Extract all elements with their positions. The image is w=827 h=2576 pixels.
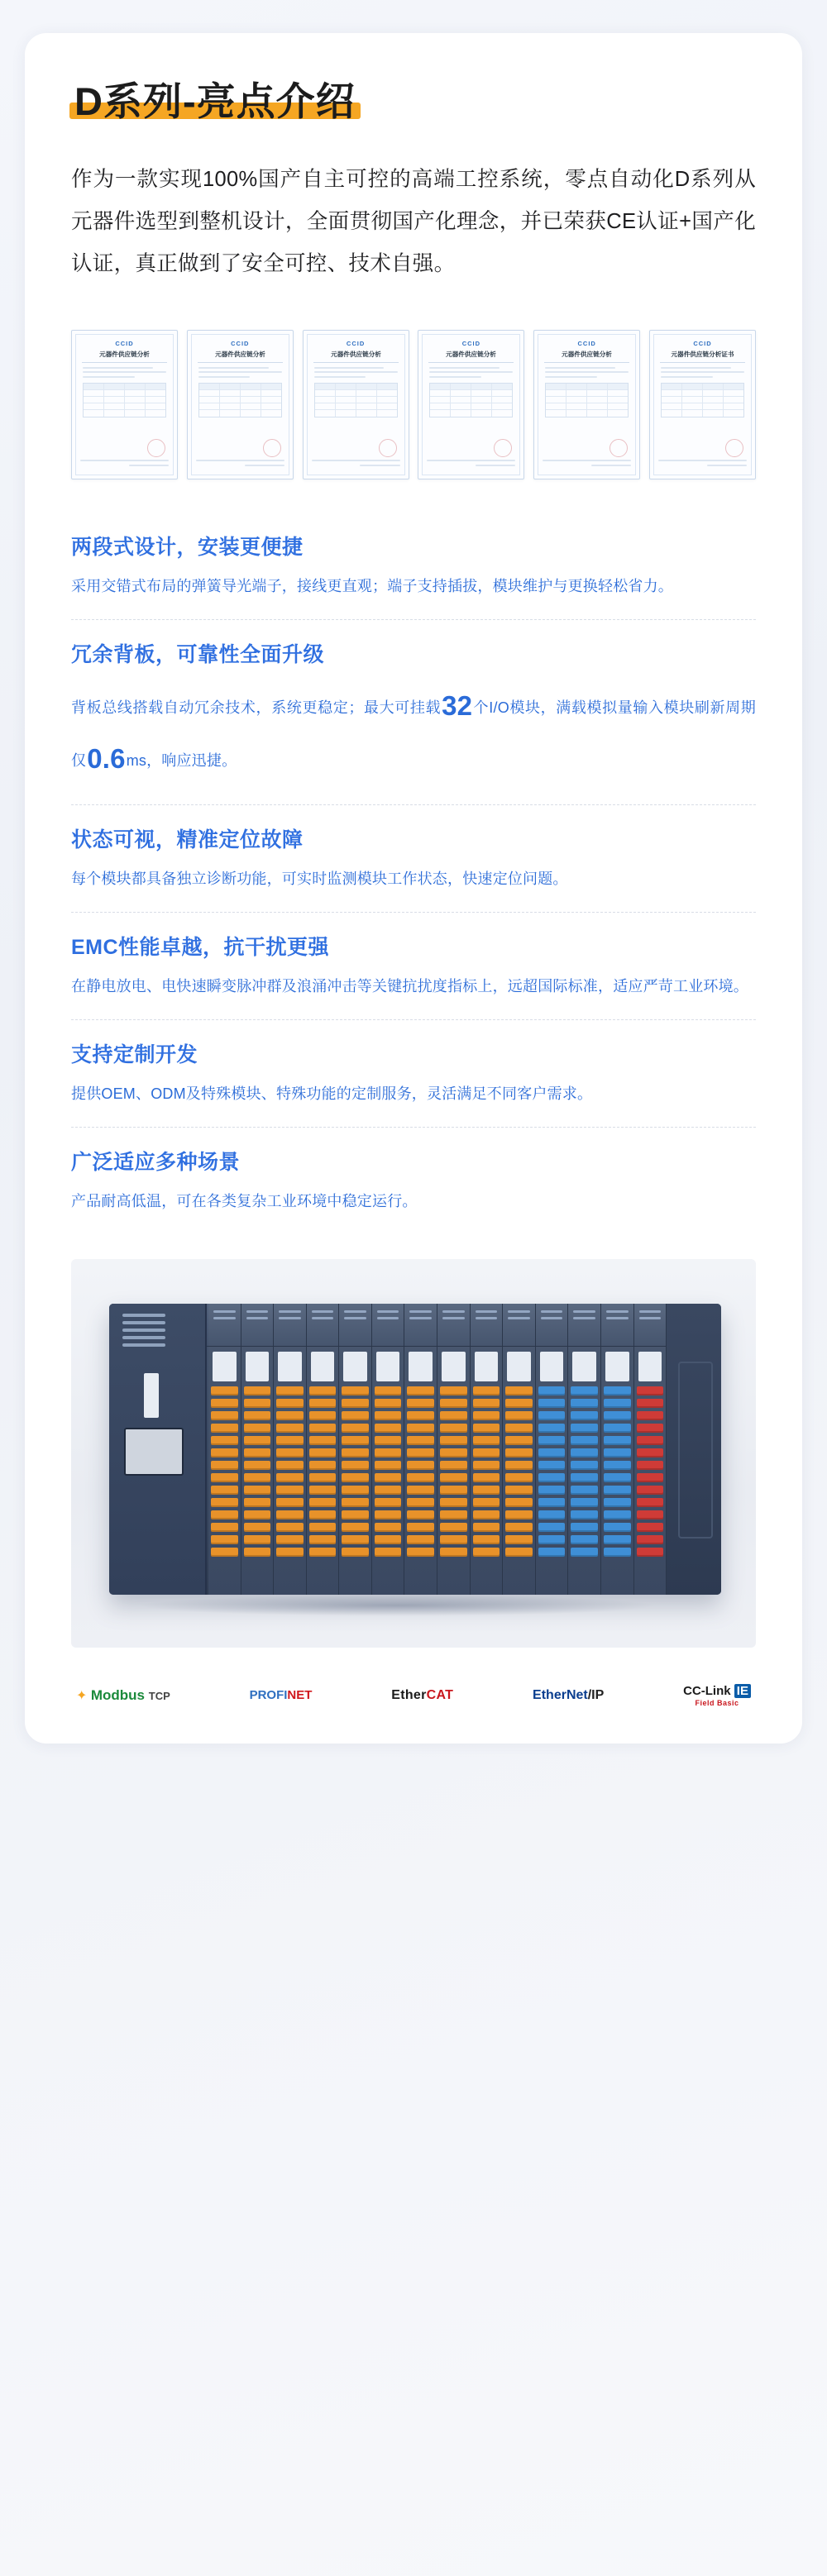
- feature-item: [71, 1128, 756, 1234]
- certificate-textlines: [308, 367, 404, 378]
- io-module: [471, 1304, 504, 1595]
- certificate-footer-lines: [427, 460, 515, 469]
- io-module-row: [208, 1304, 667, 1595]
- protocol-tag: Field Basic: [695, 1699, 739, 1708]
- feature-item: [71, 1020, 756, 1128]
- feature-item: [71, 620, 756, 805]
- cpu-module: [109, 1304, 207, 1595]
- certificate-title: 元器件供应链分析证书: [671, 351, 734, 358]
- certificate-strip: [71, 330, 756, 479]
- protocol-sub: CAT: [426, 1688, 454, 1703]
- feature-item: [71, 526, 756, 620]
- certificate-logo: CCID: [577, 340, 596, 348]
- protocol-main: Ether: [391, 1688, 427, 1703]
- io-module: [437, 1304, 471, 1595]
- certificate-divider: [660, 362, 745, 363]
- certificate-divider: [82, 362, 167, 363]
- certificate-textlines: [193, 367, 288, 378]
- feature-body: 在静电放电、电快速瞬变脉冲群及浪涌冲击等关键抗扰度指标上，远超国际标准，适应严苛工业环境。: [71, 977, 748, 995]
- end-cover-module: [667, 1304, 721, 1595]
- feature-body-mid: 个I/O模块，满载模拟量输入模块刷新周期仅: [71, 699, 756, 770]
- product-shadow: [137, 1595, 657, 1616]
- protocol-ethernet-ip: [533, 1688, 604, 1703]
- protocol-profinet: [250, 1688, 313, 1703]
- feature-body: 采用交错式布局的弹簧导光端子，接线更直观；端子支持插拔，模块维护与更换轻松省力。: [71, 578, 673, 595]
- feature-heading: 广泛适应多种场景: [71, 1151, 241, 1175]
- certificate-title: 元器件供应链分析: [446, 351, 497, 358]
- title-text: D系列-亮点介绍: [74, 79, 356, 123]
- feature-body: 产品耐高低温，可在各类复杂工业环境中稳定运行。: [71, 1193, 418, 1210]
- page-title: [74, 79, 356, 124]
- certificate-footer-lines: [543, 460, 631, 469]
- io-module: [274, 1304, 307, 1595]
- io-module: [372, 1304, 405, 1595]
- certificate-title: 元器件供应链分析: [99, 351, 150, 358]
- io-module: [503, 1304, 536, 1595]
- certificate-textlines: [423, 367, 519, 378]
- certificate-divider: [198, 362, 283, 363]
- protocol-ethercat: [391, 1688, 453, 1703]
- io-module: [307, 1304, 340, 1595]
- certificate-textlines: [77, 367, 172, 378]
- protocol-main: Modbus: [90, 1687, 146, 1704]
- io-module: [404, 1304, 437, 1595]
- cpu-status-leds: [122, 1314, 165, 1347]
- certificate-divider: [313, 362, 399, 363]
- certificate-table: [661, 383, 744, 417]
- feature-item: [71, 913, 756, 1020]
- feature-heading: 状态可视，精准定位故障: [71, 828, 304, 852]
- certificate-stamp-icon: [609, 439, 628, 457]
- intro-paragraph: 作为一款实现100%国产自主可控的高端工控系统，零点自动化D系列从元器件选型到整机设计，全面贯彻国产化理念，并已荣获CE认证+国产化认证，真正做到了安全可控、技术自强。: [71, 168, 756, 276]
- protocol-sub: TCP: [148, 1690, 170, 1703]
- cpu-side-label: [144, 1373, 159, 1418]
- certificate-item: [649, 330, 756, 479]
- protocol-main: PROFI: [249, 1688, 288, 1703]
- feature-highlight-number: 0.6: [87, 743, 126, 775]
- cpu-display: [124, 1428, 184, 1476]
- certificate-stamp-icon: [494, 439, 512, 457]
- protocol-sub: IE: [734, 1684, 751, 1698]
- protocol-logo-row: [71, 1676, 756, 1710]
- certificate-table: [198, 383, 282, 417]
- io-module: [241, 1304, 275, 1595]
- star-icon: ✦: [76, 1689, 88, 1704]
- feature-highlight-number: 32: [442, 690, 473, 722]
- protocol-main: CC-Link: [683, 1684, 731, 1699]
- certificate-item: [533, 330, 640, 479]
- io-module: [536, 1304, 569, 1595]
- feature-body: 每个模块都具备独立诊断功能，可实时监测模块工作状态，快速定位问题。: [71, 870, 568, 887]
- certificate-table: [83, 383, 166, 417]
- certificate-title: 元器件供应链分析: [330, 351, 381, 358]
- certificate-logo: CCID: [231, 340, 250, 348]
- protocol-modbus-tcp: [76, 1687, 170, 1704]
- io-module: [634, 1304, 667, 1595]
- protocol-sub: /IP: [587, 1688, 605, 1703]
- certificate-divider: [428, 362, 514, 363]
- certificate-table: [545, 383, 629, 417]
- certificate-logo: CCID: [115, 340, 134, 348]
- feature-heading: 两段式设计，安装更便捷: [71, 536, 304, 560]
- protocol-main: EtherNet: [533, 1688, 588, 1703]
- io-module: [568, 1304, 601, 1595]
- certificate-item: [418, 330, 524, 479]
- certificate-table: [429, 383, 513, 417]
- certificate-item: [303, 330, 409, 479]
- plc-rack-illustration: [109, 1304, 721, 1595]
- certificate-footer-lines: [80, 460, 169, 469]
- feature-list: [71, 526, 756, 1234]
- certificate-item: [187, 330, 294, 479]
- feature-body: 提供OEM、ODM及特殊模块、特殊功能的定制服务，灵活满足不同客户需求。: [71, 1085, 593, 1103]
- feature-item: [71, 805, 756, 913]
- certificate-stamp-icon: [147, 439, 165, 457]
- certificate-item: [71, 330, 178, 479]
- certificate-textlines: [539, 367, 634, 378]
- certificate-divider: [544, 362, 629, 363]
- certificate-stamp-icon: [725, 439, 743, 457]
- protocol-sub: NET: [287, 1688, 313, 1703]
- io-module: [601, 1304, 634, 1595]
- protocol-cclink-ie: [683, 1684, 751, 1707]
- feature-heading: EMC性能卓越，抗干扰更强: [71, 935, 330, 959]
- feature-body-pre: 背板总线搭载自动冗余技术，系统更稳定；最大可挂载: [71, 699, 442, 717]
- certificate-textlines: [655, 367, 750, 378]
- certificate-logo: CCID: [346, 340, 366, 348]
- io-module: [208, 1304, 241, 1595]
- certificate-title: 元器件供应链分析: [562, 351, 613, 358]
- content-card: [25, 33, 802, 1744]
- certificate-footer-lines: [658, 460, 747, 469]
- certificate-stamp-icon: [379, 439, 397, 457]
- certificate-logo: CCID: [461, 340, 481, 348]
- certificate-footer-lines: [312, 460, 400, 469]
- feature-heading: 支持定制开发: [71, 1043, 198, 1067]
- certificate-table: [314, 383, 398, 417]
- product-photo: [71, 1259, 756, 1648]
- feature-heading: 冗余背板，可靠性全面升级: [71, 643, 325, 667]
- feature-body: [71, 680, 756, 786]
- certificate-footer-lines: [196, 460, 284, 469]
- io-module: [339, 1304, 372, 1595]
- feature-body-post: ms，响应迅捷。: [126, 752, 237, 770]
- certificate-stamp-icon: [263, 439, 281, 457]
- certificate-title: 元器件供应链分析: [214, 351, 265, 358]
- certificate-logo: CCID: [693, 340, 712, 348]
